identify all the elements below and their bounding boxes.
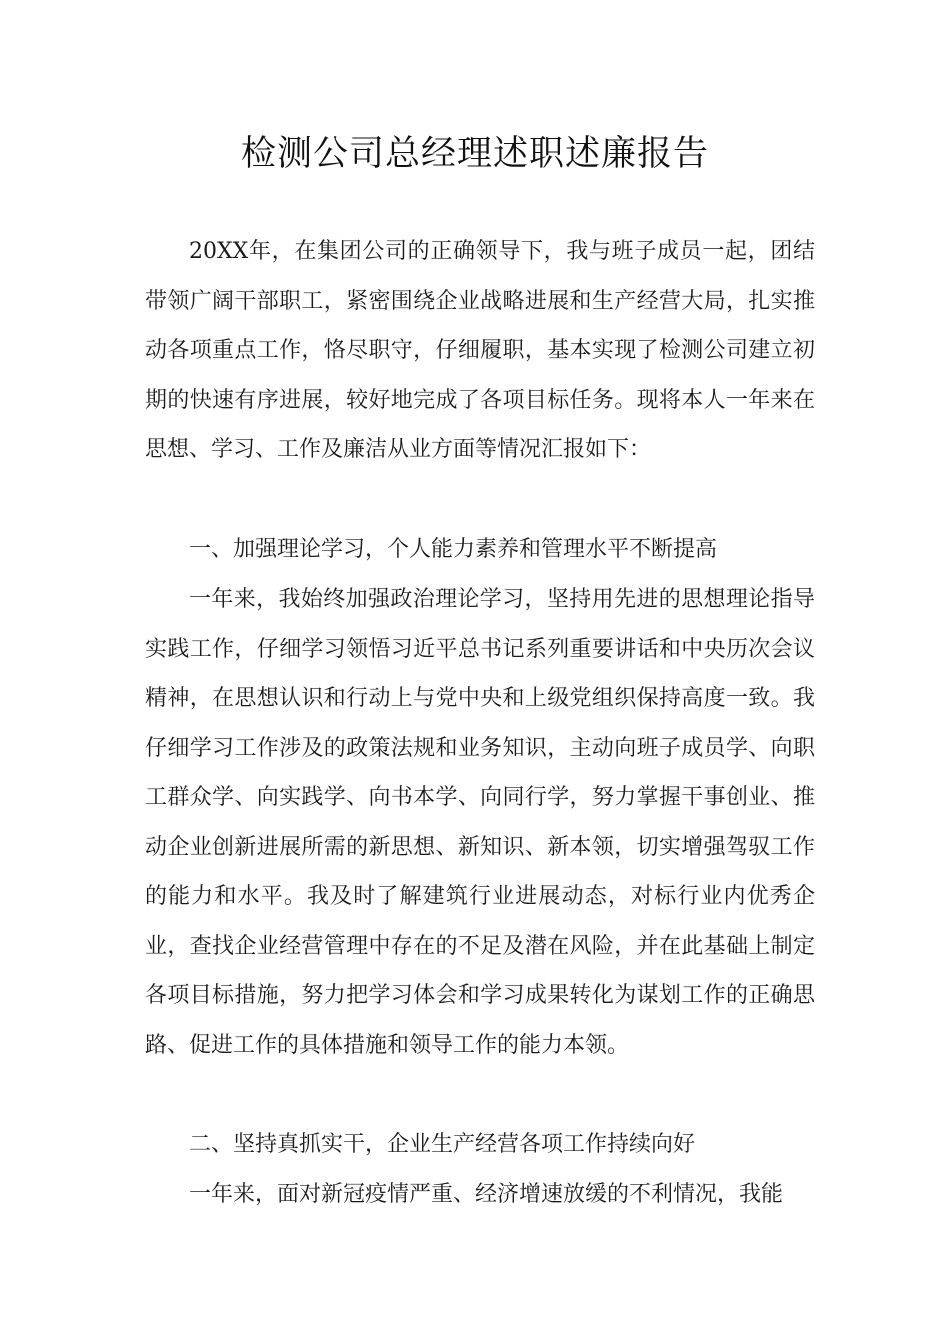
section-1-heading: 一、加强理论学习，个人能力素养和管理水平不断提高 [189,537,718,562]
section-2-heading: 二、坚持真抓实干，企业生产经营各项工作持续向好 [189,1132,696,1157]
document-title: 检测公司总经理述职述廉报告 [240,134,709,174]
section-2-paragraph: 一年来，面对新冠疫情严重、经济增速放缓的不利情况，我能 [189,1182,784,1207]
intro-paragraph: 20XX年，在集团公司的正确领导下，我与班子成员一起，团结带领广阔干部职工，紧密围绕企业战略进展和生产经营大局，扎实推动各项重点工作，恪尽职守，仔细履职，基本实现了检测公司建立初期的快速有序进展，较好地完成了各项目标任务。现将本人一年来在思想、学习、工作及廉洁从业方面等情况汇报如下： [145,239,815,462]
section-1-paragraph: 一年来，我始终加强政治理论学习，坚持用先进的思想理论指导实践工作，仔细学习领悟习近平总书记系列重要讲话和中央历次会议精神，在思想认识和行动上与党中央和上级党组织保持高度一致。我仔细学习工作涉及的政策法规和业务知识，主动向班子成员学、向职工群众学、向实践学、向书本学、向同行学，努力掌握干事创业、推动企业创新进展所需的新思想、新知识、新本领，切实增强驾驭工作的能力和水平。我及时了解建筑行业进展动态，对标行业内优秀企业，查找企业经营管理中存在的不足及潜在风险，并在此基础上制定各项目标措施，努力把学习体会和学习成果转化为谋划工作的正确思路、促进工作的具体措施和领导工作的能力本领。 [145,587,815,1058]
